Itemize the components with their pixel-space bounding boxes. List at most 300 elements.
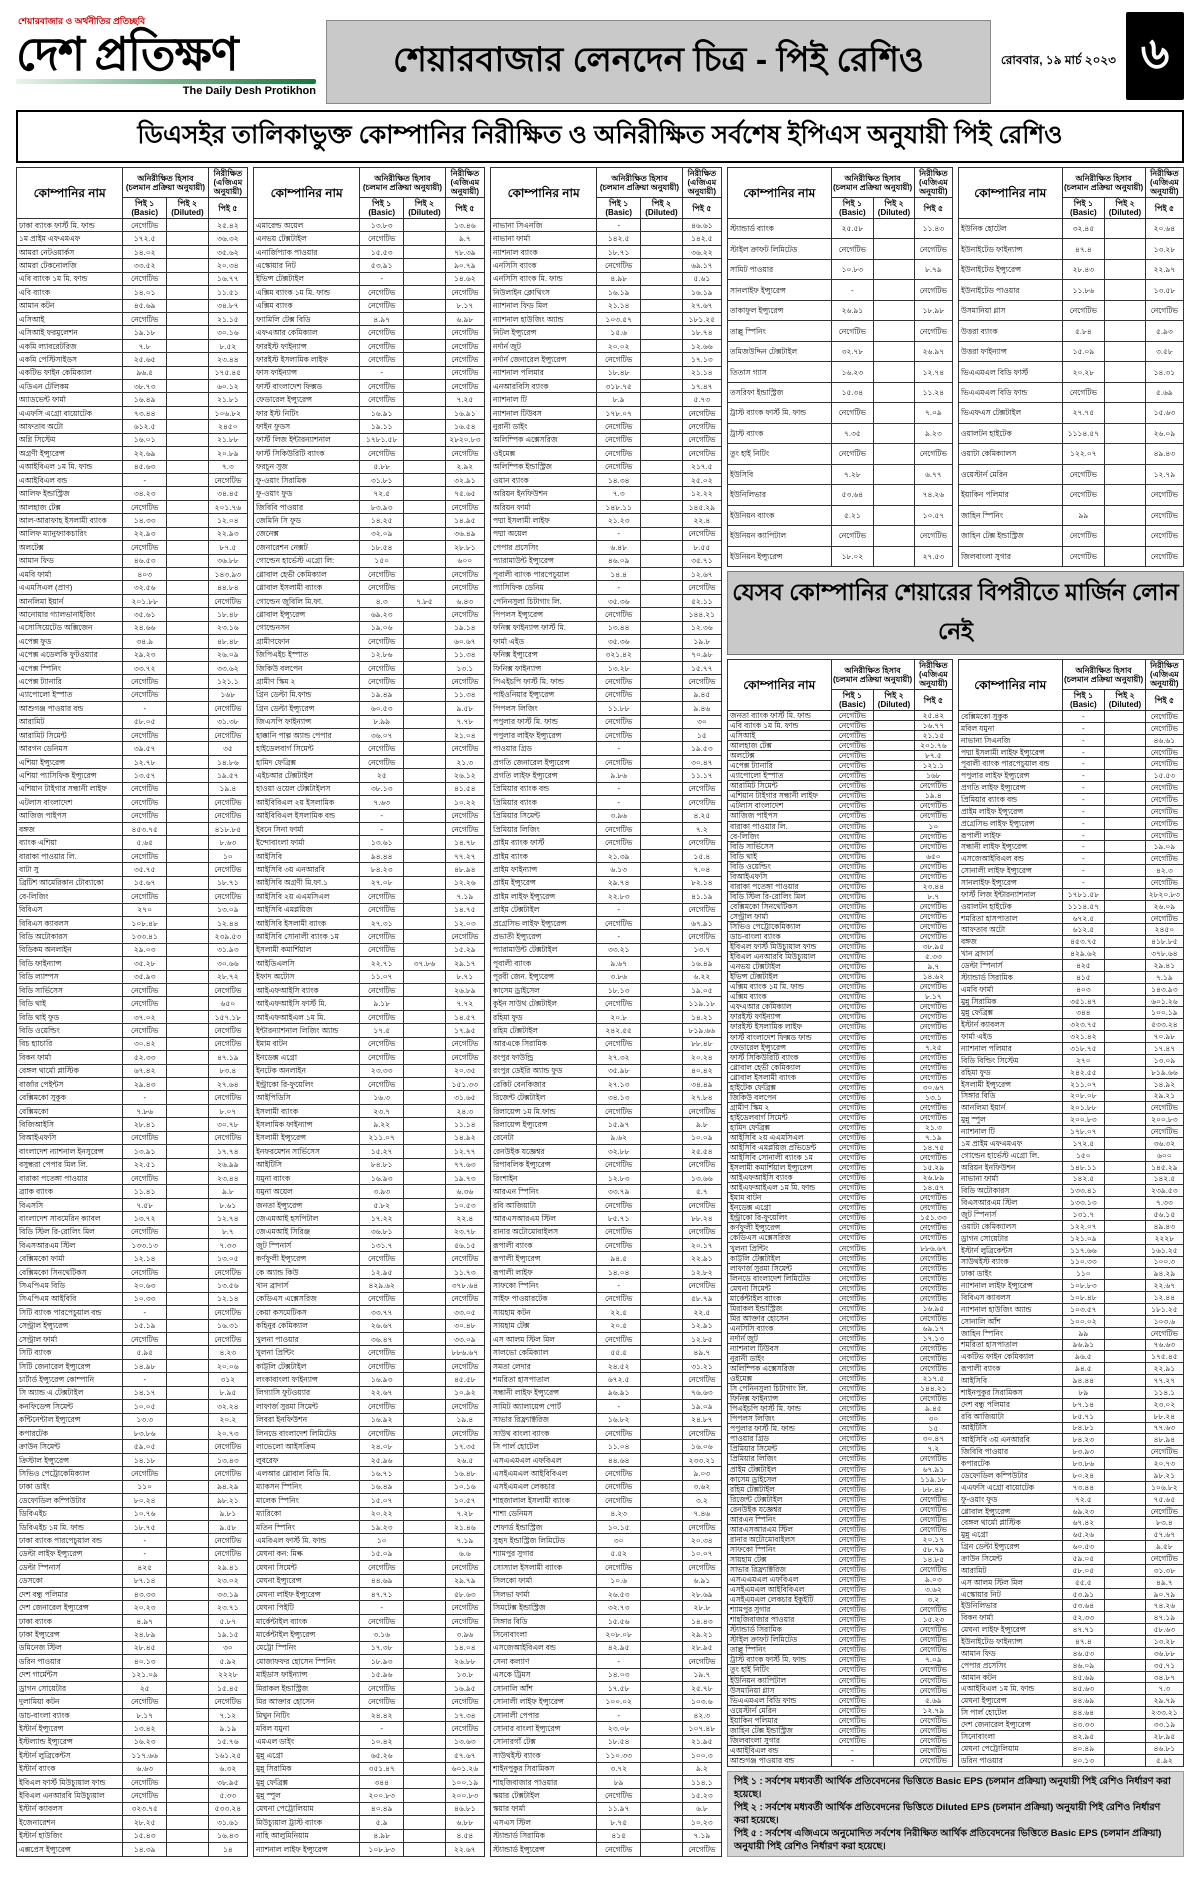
- table-row: [959, 960, 1184, 972]
- pe2-value: [1105, 746, 1146, 758]
- pe5-value: ৩.৫৮: [1145, 341, 1183, 361]
- pe1-value: ৪.২৩: [597, 1507, 641, 1520]
- pe5-value: ১৪৫.২৯: [682, 500, 721, 513]
- pe5-value: ১৯.০৯: [682, 1400, 721, 1413]
- company-name: নাভানা সিএনজি: [959, 734, 1063, 746]
- company-name: এনভয় টেক্সটাইল: [728, 962, 832, 972]
- table-row: [254, 1064, 485, 1077]
- pe2-value: [167, 1252, 209, 1265]
- pe1-value: ১৪.০১: [123, 286, 167, 299]
- pe5-value: ১৬.০৬: [682, 1440, 721, 1453]
- pe5-value: ৯৮.২১: [1145, 1470, 1183, 1482]
- pe2-value: [874, 1564, 915, 1574]
- table-row: [491, 809, 722, 822]
- pe2-value: [641, 1118, 683, 1131]
- pe2-value: [404, 286, 446, 299]
- table-row: [254, 957, 485, 970]
- pe1-value: ৮৩.৮৬: [1062, 1458, 1105, 1470]
- company-name: সুহৃদ ইন্ডাস্ট্রিজ লিমিটেড: [491, 1534, 597, 1547]
- pe1-value: ৫২.৩৩: [123, 1051, 167, 1064]
- pe1-value: নেগেটিভ: [831, 1374, 874, 1384]
- pe1-value: নেগেটিভ: [360, 1614, 404, 1627]
- pe5-value: ২৩৯.৫৩: [1145, 1185, 1183, 1197]
- table-row: [728, 1464, 953, 1474]
- pe5-value: ৬.৬: [445, 1547, 484, 1560]
- pe5-value: ২২২৮: [208, 1668, 247, 1681]
- pe1-value: নেগেটিভ: [831, 1082, 874, 1092]
- table-row: [254, 299, 485, 312]
- table-row: [728, 1323, 953, 1333]
- pe1-value: নেগেটিভ: [831, 1585, 874, 1595]
- pe5-value: ২৭.৬৭: [682, 299, 721, 312]
- pe2-value: [874, 901, 915, 911]
- company-name: সিলকো ফার্মা: [491, 1574, 597, 1587]
- company-name: আনলিমা ইয়ার্ন: [959, 1102, 1063, 1114]
- table-row: [254, 1145, 485, 1158]
- table-row: [491, 514, 722, 527]
- table-row: [491, 1373, 722, 1386]
- table-row: [728, 841, 953, 851]
- table-row: [254, 1802, 485, 1815]
- table-row: [959, 239, 1184, 259]
- pe1-value: ৯৯: [1062, 505, 1105, 525]
- pe1-value: ২৭.৭৫: [1062, 403, 1105, 423]
- table-row: [728, 972, 953, 982]
- company-name: মুন্নু স্পুল: [254, 1789, 360, 1802]
- pe5-value: ২১.৮৮: [208, 433, 247, 446]
- pe1-value: -: [123, 702, 167, 715]
- table-row: [254, 661, 485, 674]
- pe1-value: ২৯.৭৪: [597, 876, 641, 889]
- table-row: [491, 1588, 722, 1601]
- table-row: [959, 770, 1184, 782]
- table-row: [728, 1243, 953, 1253]
- pe1-value: নেগেটিভ: [831, 1575, 874, 1585]
- company-name: নাভানা ফার্মা: [959, 1173, 1063, 1185]
- company-name: ট্রাস্ট ব্যাংক ফার্স্ট মি. ফান্ড: [728, 403, 832, 423]
- company-name: এআইবিএল ১ম মি. ফান্ড: [959, 1683, 1063, 1695]
- pe1-value: ১০৮.৪৮: [1062, 1292, 1105, 1304]
- pe5-value: ১৭.১৩: [682, 353, 721, 366]
- company-name: ভিএএমএল বিডি ফান্ড: [959, 382, 1063, 402]
- pe2-value: [404, 1547, 446, 1560]
- company-name: কনফিডেন্স সিমেন্ট: [17, 1400, 123, 1413]
- table-row: [491, 406, 722, 419]
- col-header-company: কোম্পানির নাম: [254, 168, 360, 219]
- pe2-value: [874, 1605, 915, 1615]
- pe1-value: ১২.৯৫: [360, 1265, 404, 1278]
- margin-loan-tables: [727, 659, 1184, 1767]
- pe5-value: নেগেটিভ: [914, 1253, 952, 1263]
- pe5-value: ১১.৩৪: [445, 688, 484, 701]
- pe1-value: নেগেটিভ: [360, 299, 404, 312]
- pe1-value: ৯৪.৪৪: [360, 849, 404, 862]
- company-name: এনসিসি ব্যাংক মি. ফান্ড: [491, 272, 597, 285]
- pe2-value: [167, 809, 209, 822]
- company-name: স্ট্যান্ডার্ড ব্যাংক: [728, 219, 832, 239]
- table-row: [491, 930, 722, 943]
- company-name: মুন্নু এগ্রো: [254, 1749, 360, 1762]
- pe1-value: ২২.৫১: [123, 1158, 167, 1171]
- pe5-value: ১১.৭৩: [445, 1265, 484, 1278]
- pe1-value: ৩৪.৯: [123, 635, 167, 648]
- pe2-value: [404, 514, 446, 527]
- table-row: [491, 1359, 722, 1372]
- pe1-value: ৭.৩৫: [831, 423, 874, 443]
- pe2-value: [167, 1333, 209, 1346]
- table-row: [254, 876, 485, 889]
- table-row: [17, 1695, 248, 1708]
- pe1-value: ২৫: [123, 1681, 167, 1694]
- pe5-value: নেগেটিভ: [208, 1091, 247, 1104]
- pe5-value: ১৬.৫৪: [445, 420, 484, 433]
- pe2-value: [404, 635, 446, 648]
- pe1-value: নেগেটিভ: [831, 1464, 874, 1474]
- company-name: লুবরেফ: [254, 1453, 360, 1466]
- table-row: [491, 259, 722, 272]
- table-row: [491, 621, 722, 634]
- pe2-value: [167, 1400, 209, 1413]
- pe2-value: [874, 761, 915, 771]
- pe1-value: নেগেটিভ: [831, 791, 874, 801]
- pe-table-col3: [490, 167, 722, 1857]
- pe5-value: ১৩.৫৮: [1145, 280, 1183, 300]
- company-name: স্ট্যান্ডার্ড সিরামিক: [728, 1625, 832, 1635]
- company-name: খুলনা পাওয়ার: [254, 1333, 360, 1346]
- pe5-value: নেগেটিভ: [208, 1547, 247, 1560]
- company-name: সামিট পাওয়ার: [728, 259, 832, 279]
- company-name: কাসেম ড্রাইসেল: [728, 1474, 832, 1484]
- pe2-value: [874, 1112, 915, 1122]
- pe1-value: নেগেটিভ: [360, 635, 404, 648]
- pe2-value: [167, 1588, 209, 1601]
- table-row: [491, 1225, 722, 1238]
- pe5-value: ৩৬.৮৮: [1145, 1647, 1183, 1659]
- pe2-value: [641, 366, 683, 379]
- pe1-value: ৪৭.৪: [1062, 1636, 1105, 1648]
- pe5-value: ৪৬.৬১: [1145, 734, 1183, 746]
- pe2-value: [404, 353, 446, 366]
- pe1-value: ২২.৫: [597, 1306, 641, 1319]
- pe5-value: নেগেটিভ: [445, 1614, 484, 1627]
- table-row: [728, 1143, 953, 1153]
- pe2-value: [1105, 722, 1146, 734]
- table-row: [959, 1564, 1184, 1576]
- company-name: মেঘনা লাইফ ইন্স্যুরেন্স: [959, 1624, 1063, 1636]
- tables-area: [16, 167, 1184, 1857]
- company-name: ন্যাশনাল লাইফ ইন্স্যুরেন্স: [254, 1843, 360, 1857]
- pe1-value: নেগেটিভ: [360, 943, 404, 956]
- table-row: [254, 903, 485, 916]
- pe1-value: নেগেটিভ: [360, 1426, 404, 1439]
- masthead-title: দেশ প্রতিক্ষণ: [16, 29, 238, 80]
- company-name: এ্যাপোলো ইস্পাত: [17, 688, 123, 701]
- pe5-value: ১৬.৭৭: [914, 721, 952, 731]
- pe5-value: ২০.২: [208, 1413, 247, 1426]
- pe2-value: [1105, 1612, 1146, 1624]
- pe2-value: [167, 688, 209, 701]
- pe5-value: ৩০.৭৮: [208, 1118, 247, 1131]
- company-name: তাল্লু স্পিনিং: [728, 1645, 832, 1655]
- pe5-value: ১৫.৪৫: [208, 1681, 247, 1694]
- pe2-value: [404, 1641, 446, 1654]
- table-row: [959, 1339, 1184, 1351]
- company-name: গ্রামীণ স্কিম ২: [254, 675, 360, 688]
- table-row: [254, 675, 485, 688]
- pe1-value: নেগেটিভ: [831, 1213, 874, 1223]
- table-row: [17, 1681, 248, 1694]
- pe1-value: নেগেটিভ: [831, 901, 874, 911]
- pe5-value: ৪১.১৯: [682, 890, 721, 903]
- company-name: ডেল্টা স্পিনার্স: [17, 1561, 123, 1574]
- company-name: এসিআই ফরমুলেশন: [17, 326, 123, 339]
- table-row: [17, 1024, 248, 1037]
- table-row: [728, 1132, 953, 1142]
- company-name: এসকে ট্রিমস: [491, 1668, 597, 1681]
- pe2-value: [874, 1434, 915, 1444]
- pe2-value: [1105, 300, 1146, 320]
- pe5-value: নেগেটিভ: [208, 809, 247, 822]
- pe1-value: ৭.৮৬: [123, 1104, 167, 1117]
- pe2-value: [641, 635, 683, 648]
- pe2-value: [641, 796, 683, 809]
- company-name: প্রিমিয়ার লিজিং: [728, 1454, 832, 1464]
- pe1-value: -: [597, 1279, 641, 1292]
- pe1-value: ১৩৩.৪১: [1062, 1185, 1105, 1197]
- company-name: উসমানিয়া গ্লাস: [728, 1685, 832, 1695]
- company-name: বেক্সিমকো ফার্মা: [17, 1252, 123, 1265]
- pe2-value: [167, 474, 209, 487]
- table-row: [728, 1625, 953, 1635]
- table-row: [254, 567, 485, 580]
- pe5-value: ৩.৬২: [914, 1585, 952, 1595]
- pe5-value: ১৪৫.২৯: [1145, 1161, 1183, 1173]
- pe5-value: নেগেটিভ: [208, 474, 247, 487]
- pe1-value: ১৬.৪৯: [360, 1480, 404, 1493]
- pe2-value: [404, 554, 446, 567]
- pe1-value: ২৫.৫৮: [831, 219, 874, 239]
- company-name: ইনটেক অনলাইন: [254, 1064, 360, 1077]
- pe1-value: নেগেটিভ: [831, 731, 874, 741]
- pe5-value: ৩০.১৬: [208, 326, 247, 339]
- company-name: সাইফ পাওয়ারটেক: [491, 1292, 597, 1305]
- pe2-value: [874, 1715, 915, 1725]
- company-name: আলিফ ম্যানুফ্যাকচারিং: [17, 527, 123, 540]
- table-row: [17, 1440, 248, 1453]
- table-row: [491, 1145, 722, 1158]
- pe1-value: ১৮.৯৩: [360, 1655, 404, 1668]
- pe1-value: নেগেটিভ: [831, 1675, 874, 1685]
- pe2-value: [874, 1273, 915, 1283]
- company-name: সেন্ট্রাল ফার্মা: [17, 1333, 123, 1346]
- pe2-value: [167, 527, 209, 540]
- pe1-value: ২০৮.০৮: [1062, 1090, 1105, 1102]
- pe1-value: ৩.৯৩: [360, 1185, 404, 1198]
- pe5-value: নেগেটিভ: [445, 608, 484, 621]
- pe2-value: [1105, 782, 1146, 794]
- col-header-company: কোম্পানির নাম: [959, 660, 1063, 711]
- pe1-value: ১৮.৫৪: [597, 1735, 641, 1748]
- pe2-value: [641, 769, 683, 782]
- pe1-value: নেগেটিভ: [360, 1037, 404, 1050]
- table-row: [959, 734, 1184, 746]
- pe1-value: নেগেটিভ: [831, 1102, 874, 1112]
- pe2-value: [1105, 423, 1146, 443]
- pe5-value: ৩৪.৮৭: [1145, 1671, 1183, 1683]
- pe2-value: [404, 1373, 446, 1386]
- table-row: [728, 721, 953, 731]
- table-row: [728, 423, 953, 443]
- pe1-value: ৬৭.৪২: [1062, 1517, 1105, 1529]
- pe2-value: [641, 1306, 683, 1319]
- company-name: এআইবিএল বন্ড: [728, 1745, 832, 1755]
- pe1-value: ১৫.০৯: [1062, 341, 1105, 361]
- company-name: বার্জার পেইন্টস: [17, 1078, 123, 1091]
- pe1-value: নেগেটিভ: [123, 1775, 167, 1788]
- company-name: খান ব্রাদার্স: [254, 1279, 360, 1292]
- table-row: [491, 1306, 722, 1319]
- pe1-value: ৮৩.৮৬: [123, 1426, 167, 1439]
- pe2-value: [874, 1404, 915, 1414]
- company-name: ফরচুন সুজ: [254, 460, 360, 473]
- pe2-value: [1105, 1707, 1146, 1719]
- pe2-value: [167, 1413, 209, 1426]
- table-row: [728, 1595, 953, 1605]
- pe5-value: ৬০.৬৭: [445, 635, 484, 648]
- pe5-value: ২৩৩.২১: [682, 1453, 721, 1466]
- pe2-value: [404, 688, 446, 701]
- margin-loan-column-left: [727, 659, 953, 1767]
- pe5-value: ৭৭.৬৩: [445, 1158, 484, 1171]
- pe5-value: নেগেটিভ: [1145, 853, 1183, 865]
- pe2-value: [641, 1668, 683, 1681]
- pe1-value: ৬৭.৪২: [123, 1064, 167, 1077]
- company-name: ফনিক্স ইন্স্যুরেন্স: [491, 648, 597, 661]
- pe2-value: [874, 1092, 915, 1102]
- pe5-value: ৮৩.৪: [1145, 1517, 1183, 1529]
- company-name: সিভিও পেট্রোকেমিক্যাল: [728, 921, 832, 931]
- pe1-value: নেগেটিভ: [831, 1404, 874, 1414]
- pe5-value: ৫.৬৯: [1145, 382, 1183, 402]
- pe1-value: -: [597, 782, 641, 795]
- pe5-value: ২২২৮: [1145, 1232, 1183, 1244]
- pe2-value: [167, 1010, 209, 1023]
- pe5-value: ৭৪.২৬: [914, 485, 952, 505]
- table-row: [17, 514, 248, 527]
- company-name: সোনালি আঁশ: [491, 1681, 597, 1694]
- pe5-value: ১৭.৭৪: [208, 1145, 247, 1158]
- table-row: [491, 916, 722, 929]
- pe5-value: ২২.৯৩: [208, 527, 247, 540]
- table-row: [491, 1480, 722, 1493]
- company-name: জেমিনি সি ফুড: [254, 514, 360, 527]
- pe1-value: ২২.৯৩: [123, 527, 167, 540]
- table-row: [491, 1467, 722, 1480]
- company-name: বিডি থাই: [17, 997, 123, 1010]
- pe2-value: [641, 1078, 683, 1091]
- pe2-value: [1105, 758, 1146, 770]
- pe1-value: নেগেটিভ: [831, 1595, 874, 1605]
- pe1-value: ২৪.৬৬: [123, 621, 167, 634]
- table-row: [17, 1037, 248, 1050]
- table-row: [254, 1816, 485, 1829]
- pe5-value: ১২.২৬: [445, 876, 484, 889]
- pe1-value: -: [597, 581, 641, 594]
- pe2-value: [874, 1504, 915, 1514]
- pe1-value: ৪২.৯৫: [597, 1641, 641, 1654]
- company-name: এমএল ডাইং: [254, 1735, 360, 1748]
- pe1-value: নেগেটিভ: [831, 972, 874, 982]
- company-name: ট্রাস্ট ব্যাংক ফার্স্ট মি. ফান্ড: [728, 1655, 832, 1665]
- table-row: [959, 1292, 1184, 1304]
- pe5-value: ৫৮.৬৩: [1145, 1624, 1183, 1636]
- pe2-value: [404, 1775, 446, 1788]
- pe1-value: নেগেটিভ: [123, 500, 167, 513]
- table-row: [254, 1601, 485, 1614]
- pe1-value: নেগেটিভ: [360, 903, 404, 916]
- company-name: মেঘনা পেট্রোলিয়াম: [254, 1802, 360, 1815]
- company-name: রিজেন্ট টেক্সটাইল: [728, 1494, 832, 1504]
- company-name: ফিনিক্স ফাইন্যান্স: [491, 661, 597, 674]
- company-name: ন্যাশনাল লাইফ ইন্স্যুরেন্স: [959, 1280, 1063, 1292]
- table-row: [491, 608, 722, 621]
- table-row: [728, 1735, 953, 1745]
- table-row: [959, 722, 1184, 734]
- company-name: তিতাস গ্যাস: [728, 362, 832, 382]
- pe5-value: ৬৫০: [914, 851, 952, 861]
- pe2-value: [167, 1614, 209, 1627]
- company-name: সিনোবাংলা: [959, 1730, 1063, 1742]
- pe5-value: ১৮১.২৫: [682, 312, 721, 325]
- pe5-value: ৫৬.১৫: [445, 1239, 484, 1252]
- pe1-value: ৯৪.৪৪: [1062, 1375, 1105, 1387]
- pe2-value: [641, 1171, 683, 1184]
- pe1-value: ১৪.০২: [123, 245, 167, 258]
- company-name: এপেক্স ট্যানারি: [17, 675, 123, 688]
- pe1-value: ৪৬.৫৩: [123, 554, 167, 567]
- pe1-value: ৩৩.২১: [597, 943, 641, 956]
- pe1-value: ৩৪৪: [1062, 1007, 1105, 1019]
- pe2-value: [1105, 817, 1146, 829]
- table-row: [959, 1695, 1184, 1707]
- table-row: [17, 1426, 248, 1439]
- pe5-value: নেগেটিভ: [914, 871, 952, 881]
- pe2-value: [641, 232, 683, 245]
- pe5-value: নেগেটিভ: [914, 526, 952, 546]
- pe1-value: ৭.২৮: [831, 464, 874, 484]
- pe2-value: [641, 1574, 683, 1587]
- company-name: ঢাকা ব্যাংক: [17, 1614, 123, 1627]
- company-name: পেপার প্রসেসিং: [491, 541, 597, 554]
- company-name: ঢাকা ডাইং: [959, 1268, 1063, 1280]
- company-name: রানার অটোমোবাইলস: [491, 1225, 597, 1238]
- pe2-value: [1105, 382, 1146, 402]
- pe1-value: নেগেটিভ: [360, 232, 404, 245]
- pe1-value: ৮.৯: [597, 393, 641, 406]
- table-row: [254, 1708, 485, 1721]
- pe1-value: ৩৫.৩৬: [597, 594, 641, 607]
- pe5-value: নেগেটিভ: [914, 1313, 952, 1323]
- pe2-value: [874, 546, 915, 567]
- company-name: হাওয়া ওয়েল টেক্সটাইলস: [254, 782, 360, 795]
- company-name: গ্লোবাল হেভী কেমিক্যাল: [254, 567, 360, 580]
- pe5-value: ৪৯.৪৩: [1145, 444, 1183, 464]
- table-row: [254, 836, 485, 849]
- company-name: জনতা ব্যাংক ফার্স্ট মি. ফান্ড: [728, 711, 832, 721]
- table-row: [17, 312, 248, 325]
- table-row: [254, 420, 485, 433]
- company-name: প্যারামাউন্ট টেক্সটাইল: [491, 943, 597, 956]
